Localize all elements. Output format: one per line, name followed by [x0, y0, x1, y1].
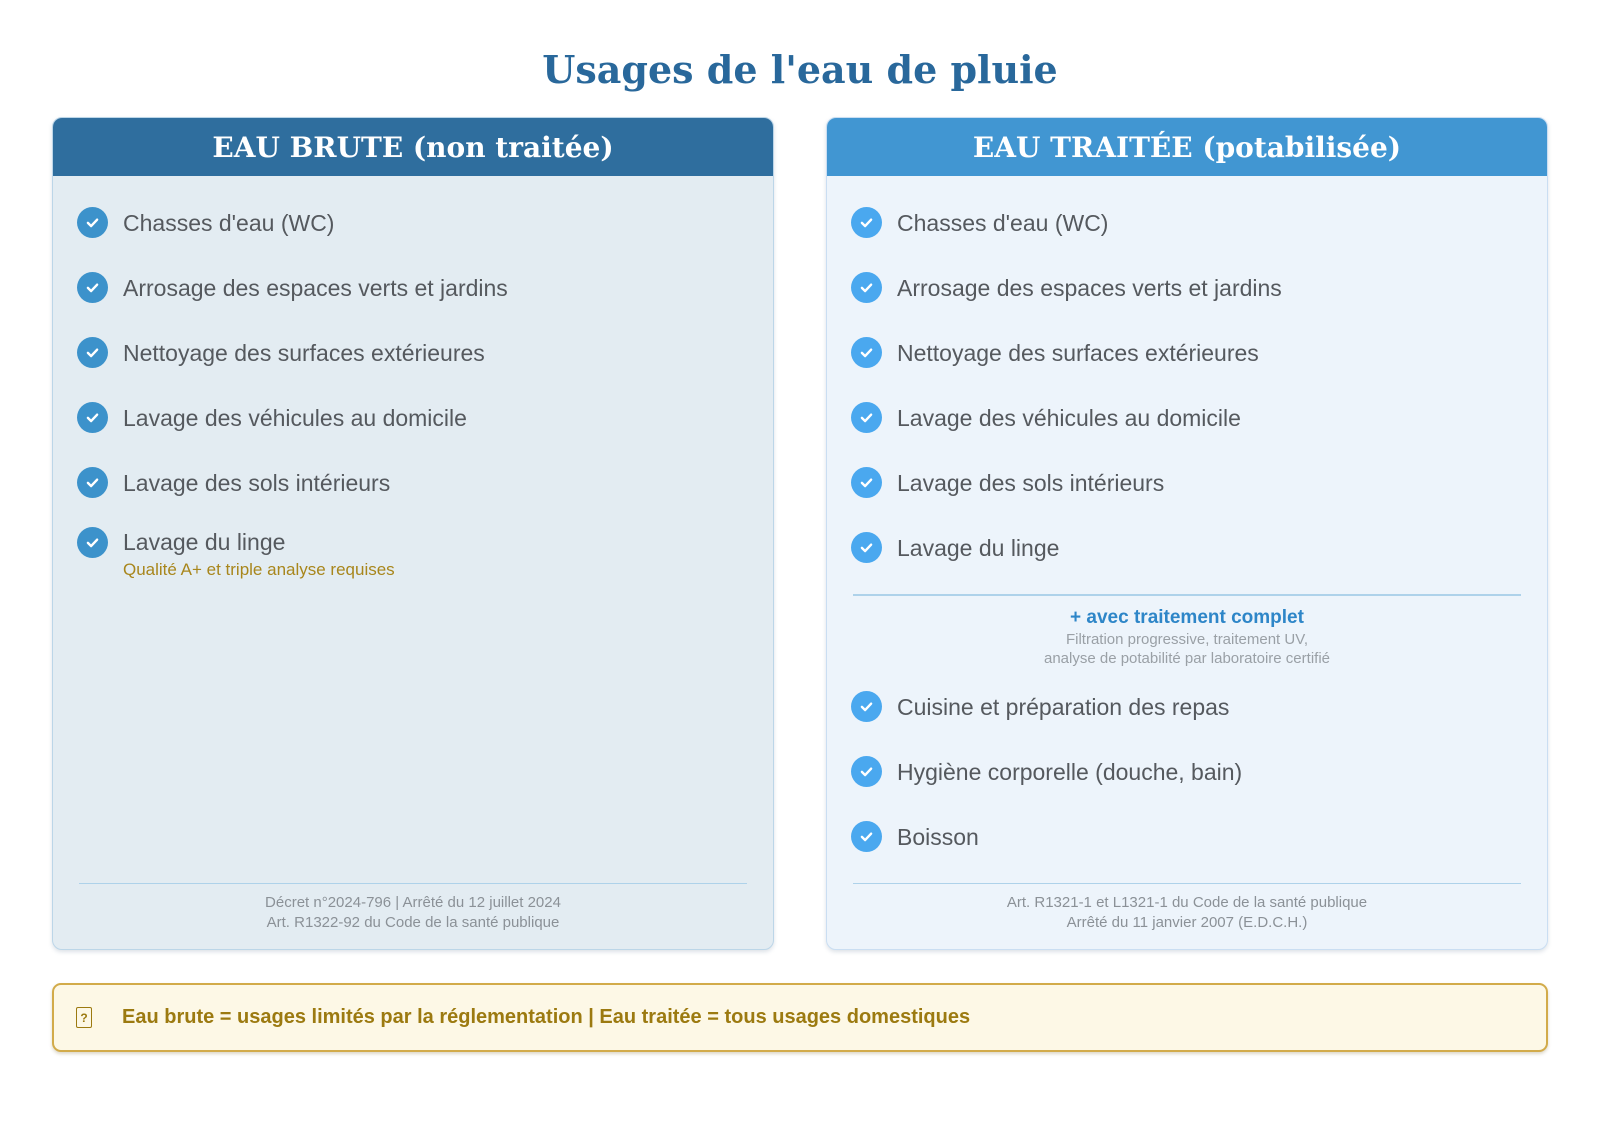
usage-item — [53, 320, 773, 385]
usage-label: Nettoyage des surfaces extérieures — [123, 339, 485, 366]
check-icon — [851, 272, 882, 303]
panel-raw-water — [52, 117, 774, 950]
check-icon — [851, 402, 882, 433]
panel-treated-water — [826, 117, 1548, 950]
check-icon — [851, 691, 882, 722]
legal-reference: Arrêté du 11 janvier 2007 (E.D.C.H.) — [1066, 914, 1308, 931]
check-icon — [851, 756, 882, 787]
panel-treated-footer — [827, 883, 1547, 949]
usage-item — [827, 515, 1547, 580]
treatment-description: Filtration progressive, traitement UV, — [1065, 631, 1309, 648]
usage-item — [53, 450, 773, 515]
panel-treated-header: EAU TRAITÉE (potabilisée) — [827, 118, 1547, 176]
usage-label: Nettoyage des surfaces extérieures — [897, 339, 1259, 366]
legal-reference: Art. R1321-1 et L1321-1 du Code de la santé publique — [1006, 894, 1368, 911]
footer-divider — [853, 883, 1521, 884]
treatment-block — [827, 596, 1547, 668]
check-icon — [77, 527, 108, 558]
footer-divider — [79, 883, 747, 884]
usage-condition-note: Qualité A+ et triple analyse requises — [123, 560, 395, 579]
missing-glyph-icon: ? — [76, 1007, 92, 1028]
usage-item — [53, 385, 773, 450]
usage-label: Chasses d'eau (WC) — [123, 209, 335, 236]
panel-raw-body — [53, 176, 773, 949]
usage-item — [827, 320, 1547, 385]
usage-item — [827, 739, 1547, 804]
usage-item — [827, 804, 1547, 869]
usage-item — [827, 255, 1547, 320]
comparison-columns — [52, 117, 1548, 950]
usage-item — [53, 515, 773, 581]
usage-item — [53, 255, 773, 320]
usage-label: Lavage du linge — [123, 529, 286, 555]
legal-reference: Décret n°2024-796 | Arrêté du 12 juillet 2024 — [265, 894, 561, 911]
treatment-description: analyse de potabilité par laboratoire certifié — [1043, 650, 1330, 667]
check-icon — [851, 467, 882, 498]
check-icon — [77, 207, 108, 238]
usage-label: Lavage des sols intérieurs — [123, 469, 391, 496]
usage-label: Lavage des sols intérieurs — [897, 469, 1165, 496]
check-icon — [77, 467, 108, 498]
usage-label: Cuisine et préparation des repas — [897, 693, 1230, 720]
panel-treated-body — [827, 176, 1547, 949]
usage-label: Hygiène corporelle (douche, bain) — [897, 758, 1243, 785]
panel-raw-footer — [53, 883, 773, 949]
check-icon — [77, 402, 108, 433]
usage-item — [827, 450, 1547, 515]
check-icon — [851, 532, 882, 563]
summary-note-text: Eau brute = usages limités par la réglementation | Eau traitée = tous usages domestiques — [122, 1006, 971, 1028]
usage-label: Lavage des véhicules au domicile — [897, 404, 1241, 431]
usage-item — [827, 190, 1547, 255]
usage-label: Arrosage des espaces verts et jardins — [897, 274, 1282, 301]
check-icon — [77, 337, 108, 368]
usage-label: Lavage des véhicules au domicile — [123, 404, 467, 431]
panel-raw-header: EAU BRUTE (non traitée) — [53, 118, 773, 176]
treated-extra-usages — [827, 674, 1547, 869]
usage-item — [53, 190, 773, 255]
check-icon — [851, 207, 882, 238]
check-icon — [77, 272, 108, 303]
usage-item — [827, 385, 1547, 450]
summary-note-box — [52, 983, 1548, 1052]
usage-label: Lavage du linge — [897, 534, 1060, 561]
legal-reference: Art. R1322-92 du Code de la santé publique — [266, 914, 560, 931]
usage-item — [827, 674, 1547, 739]
usage-label: Boisson — [897, 823, 979, 850]
treatment-title: + avec traitement complet — [1070, 607, 1304, 628]
check-icon — [851, 337, 882, 368]
usage-label: Chasses d'eau (WC) — [897, 209, 1109, 236]
usage-label: Arrosage des espaces verts et jardins — [123, 274, 508, 301]
page-title: Usages de l'eau de pluie — [542, 47, 1058, 92]
check-icon — [851, 821, 882, 852]
